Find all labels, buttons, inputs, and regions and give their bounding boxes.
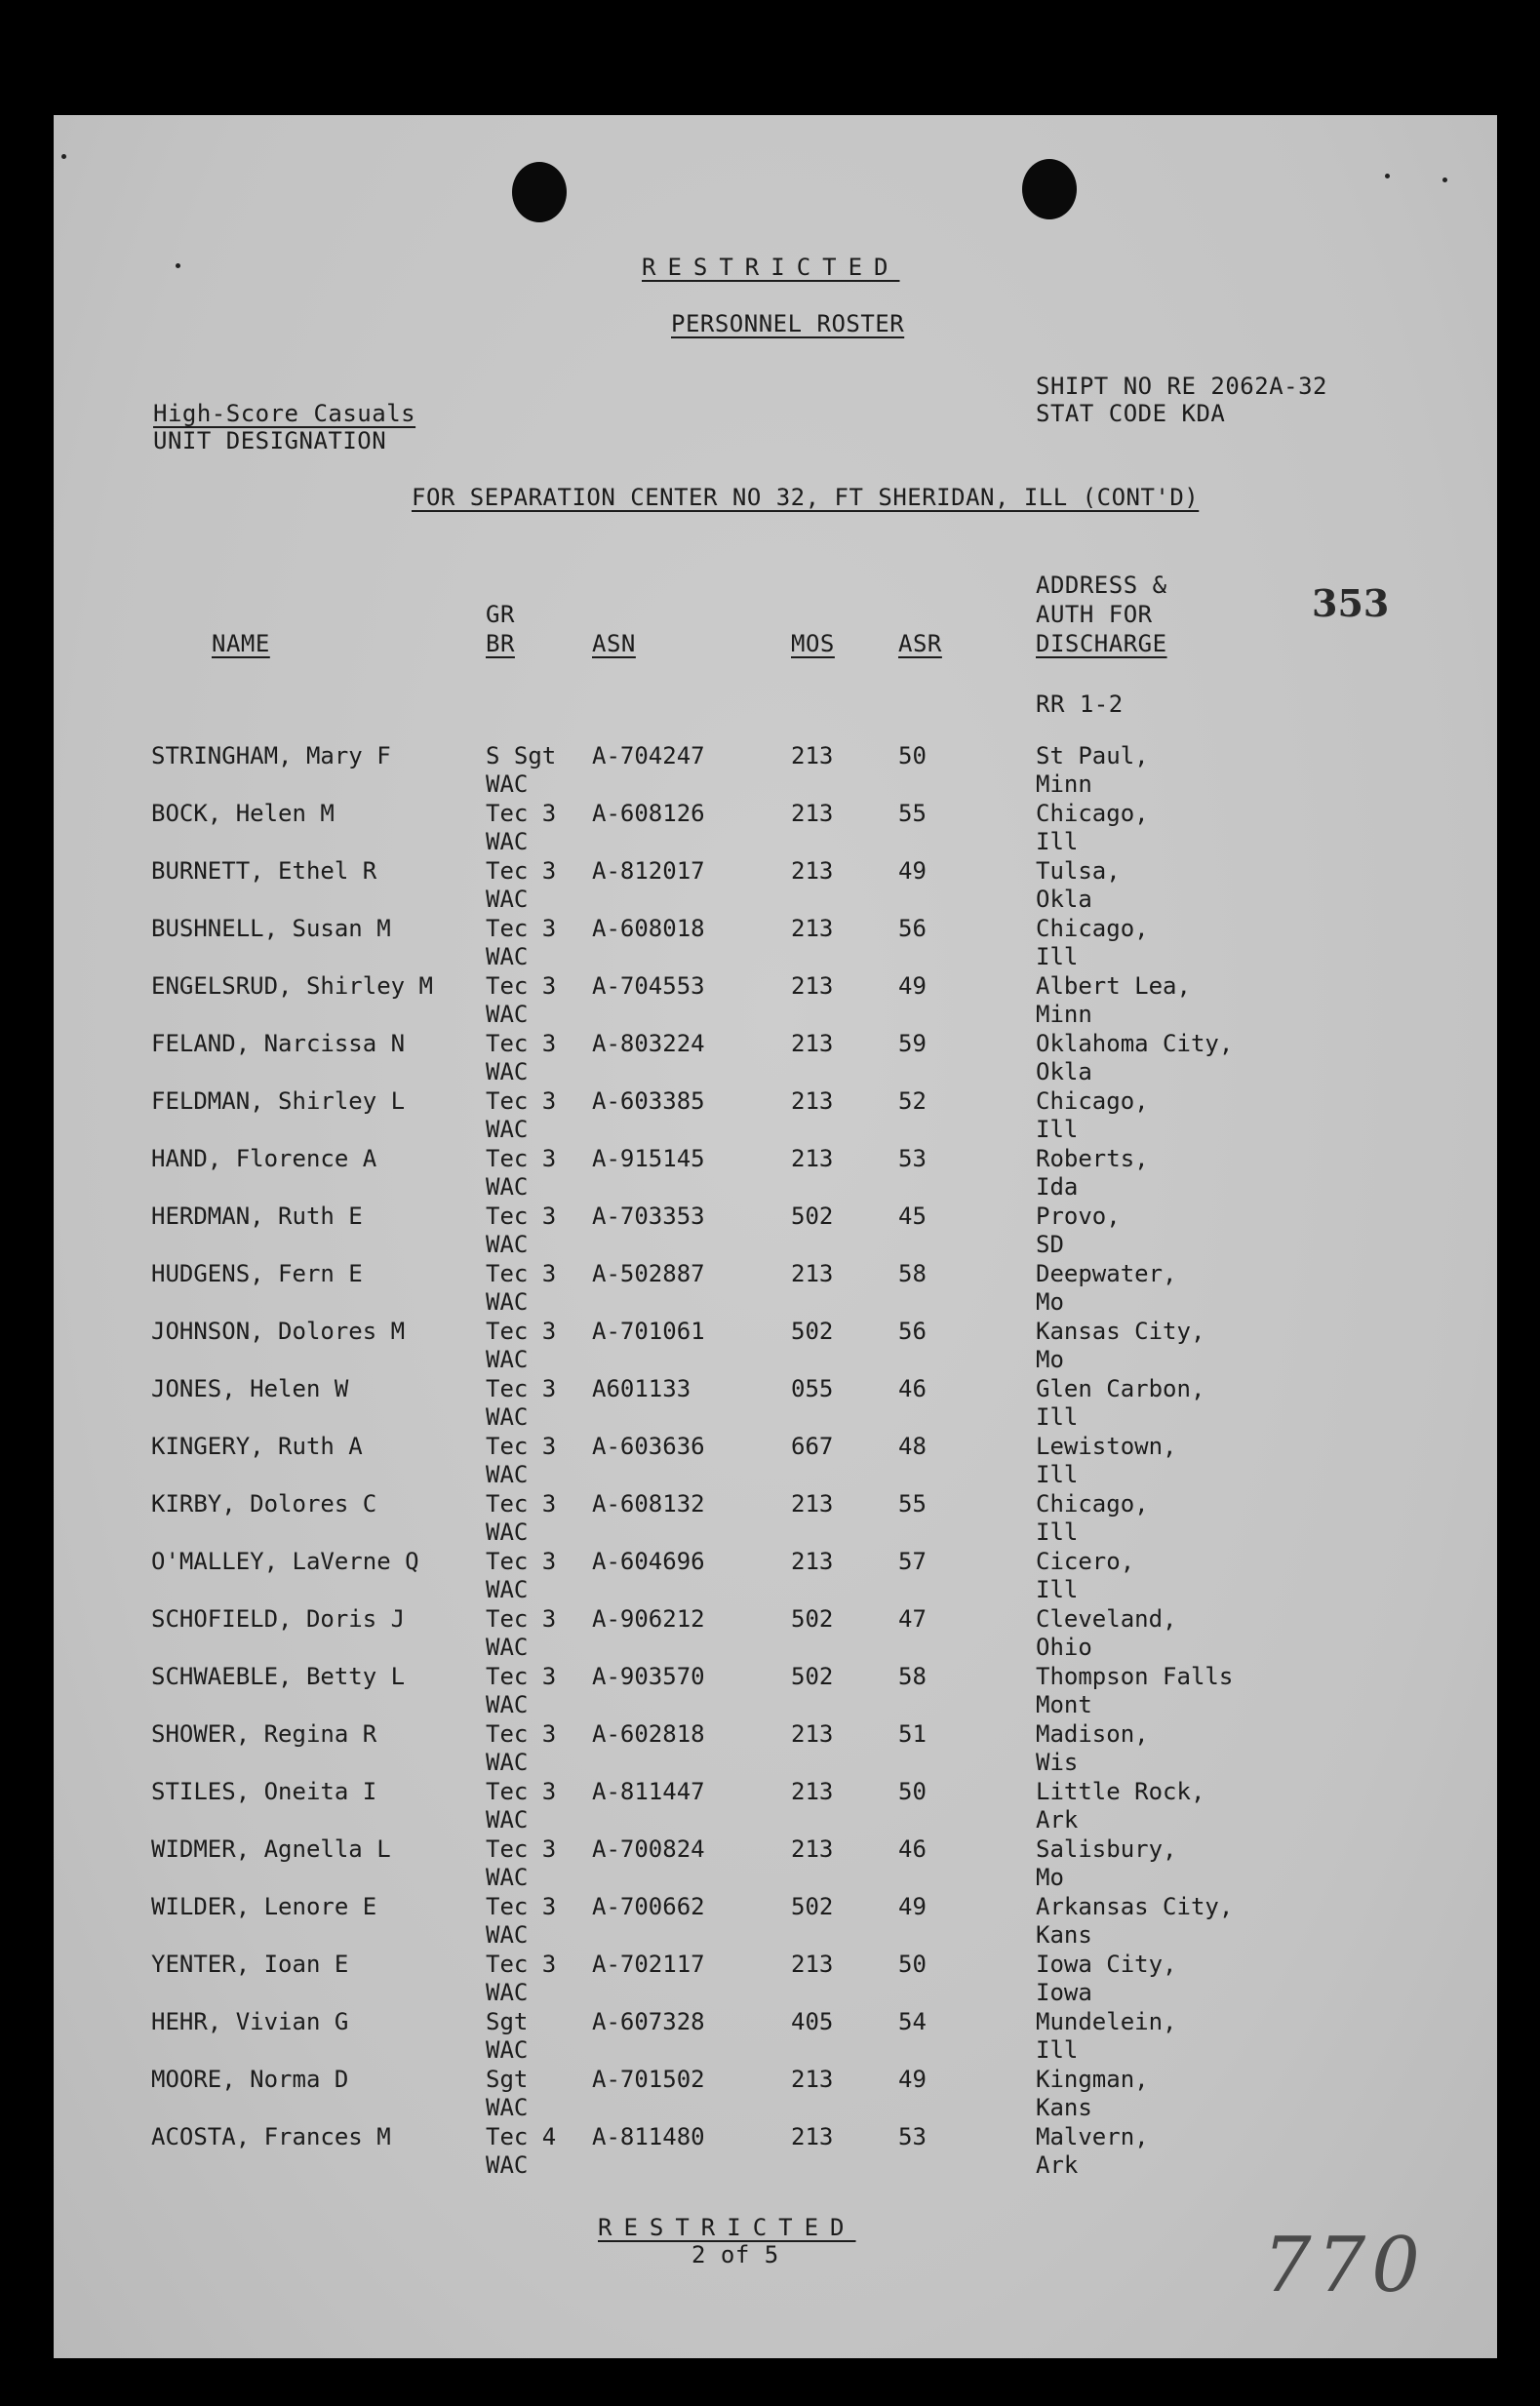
col-grade-bottom: BR xyxy=(486,630,515,657)
discharge-authority: RR 1-2 xyxy=(1036,690,1124,718)
roster-city: Kingman, xyxy=(1036,2066,1149,2093)
roster-grade: Tec 3 xyxy=(486,1778,557,1805)
classification-bottom: RESTRICTED xyxy=(598,2214,856,2241)
roster-asn: A-701061 xyxy=(592,1318,705,1345)
roster-asr: 53 xyxy=(898,1145,927,1172)
roster-branch: WAC xyxy=(486,1001,529,1028)
col-asn: ASN xyxy=(592,630,636,657)
roster-asr: 45 xyxy=(898,1203,927,1230)
roster-grade: Tec 3 xyxy=(486,1433,557,1460)
roster-grade: Tec 3 xyxy=(486,1145,557,1172)
roster-name: BURNETT, Ethel R xyxy=(151,857,377,885)
roster-branch: WAC xyxy=(486,1346,529,1373)
table-row xyxy=(54,2008,1497,2067)
table-row xyxy=(54,1778,1497,1836)
table-row xyxy=(54,1433,1497,1491)
roster-asr: 55 xyxy=(898,1490,927,1518)
page-number: 2 of 5 xyxy=(691,2241,779,2268)
roster-grade: Tec 3 xyxy=(486,800,557,827)
roster-state: Kans xyxy=(1036,2094,1092,2121)
roster-branch: WAC xyxy=(486,1576,529,1603)
roster-state: Okla xyxy=(1036,1058,1092,1085)
roster-state: Kans xyxy=(1036,1921,1092,1949)
table-row xyxy=(54,972,1497,1031)
document-title: PERSONNEL ROSTER xyxy=(671,310,905,337)
punch-hole xyxy=(512,162,567,222)
table-row xyxy=(54,1605,1497,1664)
roster-city: Iowa City, xyxy=(1036,1951,1177,1978)
roster-name: MOORE, Norma D xyxy=(151,2066,349,2093)
roster-city: Chicago, xyxy=(1036,800,1149,827)
roster-city: Oklahoma City, xyxy=(1036,1030,1234,1057)
roster-asr: 59 xyxy=(898,1030,927,1057)
roster-asr: 49 xyxy=(898,2066,927,2093)
roster-name: STILES, Oneita I xyxy=(151,1778,377,1805)
roster-name: JOHNSON, Dolores M xyxy=(151,1318,406,1345)
roster-asn: A-704247 xyxy=(592,742,705,769)
roster-mos: 213 xyxy=(791,1720,834,1748)
table-row xyxy=(54,1951,1497,2009)
col-address-1: ADDRESS & xyxy=(1036,572,1167,599)
roster-mos: 213 xyxy=(791,1260,834,1287)
roster-name: HAND, Florence A xyxy=(151,1145,377,1172)
roster-name: O'MALLEY, LaVerne Q xyxy=(151,1548,419,1575)
roster-asr: 56 xyxy=(898,1318,927,1345)
table-row xyxy=(54,1087,1497,1146)
roster-name: SCHOFIELD, Doris J xyxy=(151,1605,406,1633)
roster-city: Arkansas City, xyxy=(1036,1893,1234,1920)
roster-grade: Tec 3 xyxy=(486,1087,557,1115)
roster-branch: WAC xyxy=(486,1691,529,1718)
roster-branch: WAC xyxy=(486,1231,529,1258)
roster-mos: 667 xyxy=(791,1433,834,1460)
table-row xyxy=(54,857,1497,916)
roster-branch: WAC xyxy=(486,1116,529,1143)
roster-branch: WAC xyxy=(486,943,529,970)
roster-mos: 213 xyxy=(791,857,834,885)
roster-grade: Tec 3 xyxy=(486,1318,557,1345)
table-row xyxy=(54,1375,1497,1434)
roster-grade: Tec 3 xyxy=(486,1893,557,1920)
roster-mos: 213 xyxy=(791,742,834,769)
roster-mos: 405 xyxy=(791,2008,834,2035)
table-row xyxy=(54,1548,1497,1606)
roster-mos: 213 xyxy=(791,1548,834,1575)
table-row xyxy=(54,800,1497,858)
table-row xyxy=(54,1835,1497,1894)
roster-state: Mont xyxy=(1036,1691,1092,1718)
roster-asn: A-701502 xyxy=(592,2066,705,2093)
table-row xyxy=(54,1893,1497,1952)
roster-mos: 213 xyxy=(791,915,834,942)
roster-city: Cleveland, xyxy=(1036,1605,1177,1633)
roster-state: SD xyxy=(1036,1231,1064,1258)
roster-grade: Sgt xyxy=(486,2008,529,2035)
roster-branch: WAC xyxy=(486,1288,529,1316)
col-name: NAME xyxy=(212,630,270,657)
roster-name: BOCK, Helen M xyxy=(151,800,335,827)
roster-asr: 50 xyxy=(898,742,927,769)
roster-branch: WAC xyxy=(486,1173,529,1201)
destination-line: FOR SEPARATION CENTER NO 32, FT SHERIDAN, ILL (CONT'D) xyxy=(412,484,1200,511)
roster-asn: A-812017 xyxy=(592,857,705,885)
col-address-2: AUTH FOR xyxy=(1036,601,1153,628)
roster-name: STRINGHAM, Mary F xyxy=(151,742,391,769)
table-row xyxy=(54,1145,1497,1203)
roster-state: Iowa xyxy=(1036,1979,1092,2006)
roster-asn: A-704553 xyxy=(592,972,705,1000)
roster-branch: WAC xyxy=(486,1634,529,1661)
roster-name: JONES, Helen W xyxy=(151,1375,349,1402)
roster-city: Chicago, xyxy=(1036,915,1149,942)
page-stamp: 353 xyxy=(1312,581,1390,625)
roster-branch: WAC xyxy=(486,1403,529,1431)
roster-asr: 48 xyxy=(898,1433,927,1460)
roster-state: Wis xyxy=(1036,1749,1079,1776)
roster-city: Glen Carbon, xyxy=(1036,1375,1205,1402)
roster-city: Albert Lea, xyxy=(1036,972,1191,1000)
speck xyxy=(1442,177,1447,182)
table-row xyxy=(54,2123,1497,2182)
roster-name: FELDMAN, Shirley L xyxy=(151,1087,406,1115)
roster-name: WIDMER, Agnella L xyxy=(151,1835,391,1863)
roster-grade: Tec 3 xyxy=(486,1260,557,1287)
roster-mos: 213 xyxy=(791,1778,834,1805)
roster-grade: Tec 3 xyxy=(486,857,557,885)
roster-city: Malvern, xyxy=(1036,2123,1149,2150)
roster-asn: A-607328 xyxy=(592,2008,705,2035)
document-page xyxy=(54,115,1497,2358)
roster-state: Ill xyxy=(1036,1403,1079,1431)
roster-grade: Sgt xyxy=(486,2066,529,2093)
roster-branch: WAC xyxy=(486,2094,529,2121)
table-row xyxy=(54,915,1497,973)
roster-grade: Tec 3 xyxy=(486,1490,557,1518)
table-row xyxy=(54,1260,1497,1319)
roster-state: Ill xyxy=(1036,1461,1079,1488)
roster-city: Kansas City, xyxy=(1036,1318,1205,1345)
roster-state: Ill xyxy=(1036,1519,1079,1546)
roster-mos: 502 xyxy=(791,1318,834,1345)
roster-name: WILDER, Lenore E xyxy=(151,1893,377,1920)
roster-name: SHOWER, Regina R xyxy=(151,1720,377,1748)
table-row xyxy=(54,2066,1497,2124)
roster-grade: Tec 3 xyxy=(486,1030,557,1057)
roster-branch: WAC xyxy=(486,2036,529,2064)
roster-state: Ohio xyxy=(1036,1634,1092,1661)
roster-grade: Tec 4 xyxy=(486,2123,557,2150)
roster-asn: A-502887 xyxy=(592,1260,705,1287)
roster-city: St Paul, xyxy=(1036,742,1149,769)
roster-branch: WAC xyxy=(486,1921,529,1949)
roster-asr: 58 xyxy=(898,1663,927,1690)
unit-name: High-Score Casuals xyxy=(153,400,416,427)
roster-state: Ark xyxy=(1036,2151,1079,2179)
roster-name: FELAND, Narcissa N xyxy=(151,1030,406,1057)
table-row xyxy=(54,1203,1497,1261)
roster-name: HUDGENS, Fern E xyxy=(151,1260,363,1287)
roster-grade: Tec 3 xyxy=(486,1548,557,1575)
roster-grade: Tec 3 xyxy=(486,1951,557,1978)
roster-grade: Tec 3 xyxy=(486,1835,557,1863)
roster-city: Lewistown, xyxy=(1036,1433,1177,1460)
roster-asn: A-608132 xyxy=(592,1490,705,1518)
col-address-3: DISCHARGE xyxy=(1036,630,1167,657)
roster-asn: A-906212 xyxy=(592,1605,705,1633)
roster-asr: 56 xyxy=(898,915,927,942)
classification-top: RESTRICTED xyxy=(642,254,900,281)
roster-name: YENTER, Ioan E xyxy=(151,1951,349,1978)
roster-grade: Tec 3 xyxy=(486,1720,557,1748)
roster-asr: 51 xyxy=(898,1720,927,1748)
roster-state: Ill xyxy=(1036,828,1079,855)
roster-city: Tulsa, xyxy=(1036,857,1121,885)
roster-asr: 49 xyxy=(898,857,927,885)
roster-branch: WAC xyxy=(486,1461,529,1488)
roster-branch: WAC xyxy=(486,1864,529,1891)
roster-asn: A-703353 xyxy=(592,1203,705,1230)
table-row xyxy=(54,1318,1497,1376)
roster-asn: A-602818 xyxy=(592,1720,705,1748)
roster-state: Ill xyxy=(1036,1576,1079,1603)
roster-city: Deepwater, xyxy=(1036,1260,1177,1287)
roster-asr: 50 xyxy=(898,1951,927,1978)
roster-city: Chicago, xyxy=(1036,1490,1149,1518)
roster-asn: A601133 xyxy=(592,1375,691,1402)
roster-asr: 53 xyxy=(898,2123,927,2150)
roster-asr: 50 xyxy=(898,1778,927,1805)
roster-grade: Tec 3 xyxy=(486,1605,557,1633)
roster-state: Mo xyxy=(1036,1864,1064,1891)
roster-city: Mundelein, xyxy=(1036,2008,1177,2035)
roster-mos: 213 xyxy=(791,2066,834,2093)
roster-branch: WAC xyxy=(486,1519,529,1546)
roster-state: Mo xyxy=(1036,1288,1064,1316)
col-grade-top: GR xyxy=(486,601,515,628)
roster-mos: 213 xyxy=(791,1490,834,1518)
roster-branch: WAC xyxy=(486,1979,529,2006)
roster-mos: 055 xyxy=(791,1375,834,1402)
roster-name: KINGERY, Ruth A xyxy=(151,1433,363,1460)
col-mos: MOS xyxy=(791,630,835,657)
roster-name: BUSHNELL, Susan M xyxy=(151,915,391,942)
roster-asr: 55 xyxy=(898,800,927,827)
roster-mos: 213 xyxy=(791,1951,834,1978)
roster-mos: 502 xyxy=(791,1663,834,1690)
roster-name: KIRBY, Dolores C xyxy=(151,1490,377,1518)
roster-asr: 46 xyxy=(898,1375,927,1402)
roster-name: ENGELSRUD, Shirley M xyxy=(151,972,433,1000)
roster-grade: Tec 3 xyxy=(486,1203,557,1230)
roster-grade: Tec 3 xyxy=(486,972,557,1000)
roster-branch: WAC xyxy=(486,828,529,855)
col-asr: ASR xyxy=(898,630,942,657)
unit-label: UNIT DESIGNATION xyxy=(153,427,387,454)
roster-asr: 46 xyxy=(898,1835,927,1863)
handwritten-number: 770 xyxy=(1263,2222,1426,2309)
roster-city: Provo, xyxy=(1036,1203,1121,1230)
roster-grade: S Sgt xyxy=(486,742,557,769)
roster-mos: 502 xyxy=(791,1893,834,1920)
roster-state: Mo xyxy=(1036,1346,1064,1373)
roster-state: Ill xyxy=(1036,2036,1079,2064)
roster-state: Ill xyxy=(1036,943,1079,970)
speck xyxy=(61,154,66,159)
roster-city: Chicago, xyxy=(1036,1087,1149,1115)
roster-city: Roberts, xyxy=(1036,1145,1149,1172)
speck xyxy=(176,263,180,268)
table-row xyxy=(54,1490,1497,1549)
roster-state: Okla xyxy=(1036,886,1092,913)
roster-state: Ida xyxy=(1036,1173,1079,1201)
table-row xyxy=(54,1720,1497,1779)
roster-mos: 213 xyxy=(791,2123,834,2150)
roster-asn: A-811480 xyxy=(592,2123,705,2150)
roster-city: Salisbury, xyxy=(1036,1835,1177,1863)
roster-asn: A-700662 xyxy=(592,1893,705,1920)
roster-state: Ill xyxy=(1036,1116,1079,1143)
roster-mos: 213 xyxy=(791,1835,834,1863)
roster-asr: 47 xyxy=(898,1605,927,1633)
roster-mos: 502 xyxy=(791,1203,834,1230)
roster-mos: 502 xyxy=(791,1605,834,1633)
roster-asn: A-604696 xyxy=(592,1548,705,1575)
roster-name: SCHWAEBLE, Betty L xyxy=(151,1663,406,1690)
roster-name: HEHR, Vivian G xyxy=(151,2008,349,2035)
roster-asn: A-608126 xyxy=(592,800,705,827)
roster-state: Minn xyxy=(1036,1001,1092,1028)
roster-mos: 213 xyxy=(791,1145,834,1172)
roster-asn: A-803224 xyxy=(592,1030,705,1057)
roster-asr: 52 xyxy=(898,1087,927,1115)
roster-asr: 49 xyxy=(898,1893,927,1920)
roster-branch: WAC xyxy=(486,2151,529,2179)
roster-name: HERDMAN, Ruth E xyxy=(151,1203,363,1230)
roster-mos: 213 xyxy=(791,1030,834,1057)
roster-branch: WAC xyxy=(486,1058,529,1085)
table-row xyxy=(54,742,1497,801)
roster-grade: Tec 3 xyxy=(486,1375,557,1402)
roster-city: Madison, xyxy=(1036,1720,1149,1748)
roster-branch: WAC xyxy=(486,886,529,913)
punch-hole xyxy=(1022,159,1077,219)
roster-grade: Tec 3 xyxy=(486,1663,557,1690)
roster-branch: WAC xyxy=(486,1806,529,1834)
roster-asn: A-702117 xyxy=(592,1951,705,1978)
roster-city: Little Rock, xyxy=(1036,1778,1205,1805)
speck xyxy=(1385,174,1390,178)
stat-code: STAT CODE KDA xyxy=(1036,400,1226,427)
roster-asn: A-903570 xyxy=(592,1663,705,1690)
roster-grade: Tec 3 xyxy=(486,915,557,942)
roster-name: ACOSTA, Frances M xyxy=(151,2123,391,2150)
roster-asn: A-608018 xyxy=(592,915,705,942)
roster-state: Ark xyxy=(1036,1806,1079,1834)
roster-asr: 54 xyxy=(898,2008,927,2035)
table-row xyxy=(54,1030,1497,1088)
table-row xyxy=(54,1663,1497,1721)
roster-asn: A-603636 xyxy=(592,1433,705,1460)
roster-city: Cicero, xyxy=(1036,1548,1135,1575)
roster-asn: A-915145 xyxy=(592,1145,705,1172)
shipment-number: SHIPT NO RE 2062A-32 xyxy=(1036,373,1327,400)
roster-city: Thompson Falls xyxy=(1036,1663,1234,1690)
roster-asn: A-700824 xyxy=(592,1835,705,1863)
roster-mos: 213 xyxy=(791,800,834,827)
roster-state: Minn xyxy=(1036,770,1092,798)
roster-branch: WAC xyxy=(486,1749,529,1776)
roster-asr: 49 xyxy=(898,972,927,1000)
roster-asr: 58 xyxy=(898,1260,927,1287)
roster-branch: WAC xyxy=(486,770,529,798)
roster-asn: A-811447 xyxy=(592,1778,705,1805)
roster-asr: 57 xyxy=(898,1548,927,1575)
roster-mos: 213 xyxy=(791,972,834,1000)
roster-asn: A-603385 xyxy=(592,1087,705,1115)
roster-mos: 213 xyxy=(791,1087,834,1115)
